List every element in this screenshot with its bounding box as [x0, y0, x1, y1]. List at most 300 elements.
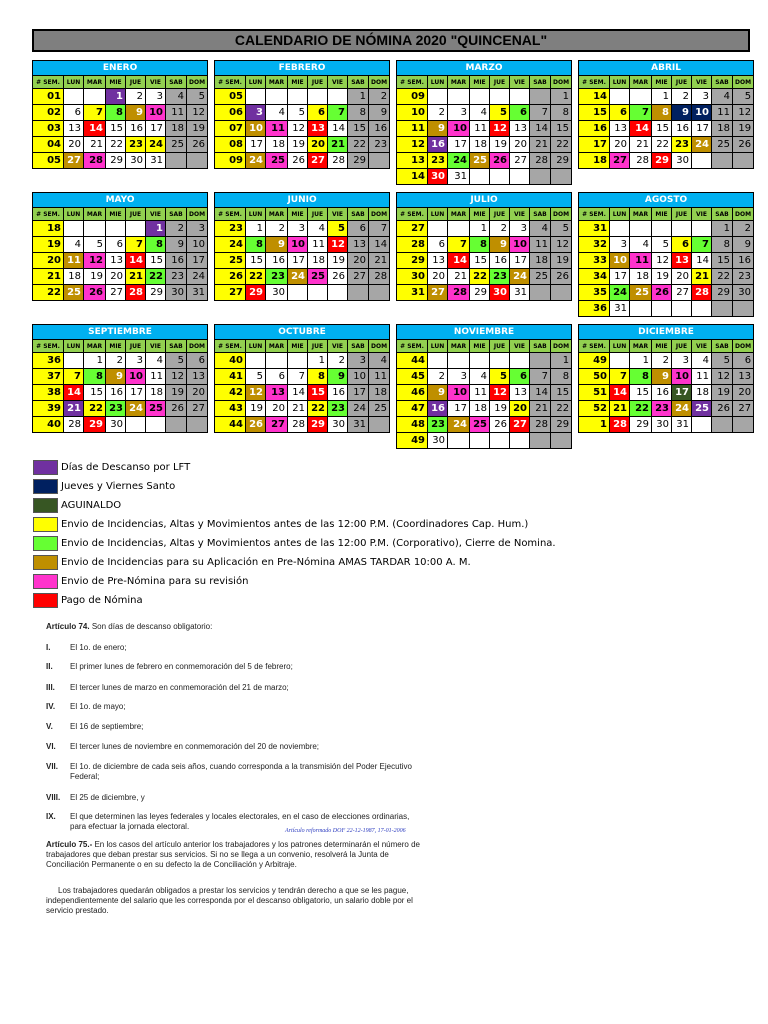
week-row: [33, 385, 208, 401]
day-cell: 16: [126, 121, 146, 137]
week-row: [215, 353, 390, 369]
day-header: VIE: [146, 208, 166, 221]
week-number: 38: [33, 385, 64, 401]
day-header: JUE: [126, 208, 146, 221]
day-cell: 30: [266, 285, 288, 301]
day-cell: 2: [652, 353, 672, 369]
day-cell: 26: [187, 137, 208, 153]
day-header: JUE: [308, 76, 328, 89]
legend-swatch: [33, 517, 58, 532]
day-cell: [428, 89, 448, 105]
day-cell: 6: [64, 105, 84, 121]
day-cell: 19: [246, 401, 266, 417]
day-cell: [630, 89, 652, 105]
day-cell: 16: [266, 253, 288, 269]
day-cell: 21: [288, 401, 308, 417]
day-cell: 13: [672, 253, 692, 269]
week-row: [215, 385, 390, 401]
week-number: 12: [397, 137, 428, 153]
day-cell: 16: [369, 121, 390, 137]
week-row: [215, 253, 390, 269]
day-cell: 18: [692, 385, 712, 401]
day-header: JUE: [126, 76, 146, 89]
day-cell: 13: [64, 121, 84, 137]
week-number: 37: [33, 369, 64, 385]
day-cell: 29: [712, 285, 733, 301]
day-cell: [551, 169, 572, 185]
month-calendar-abril: [578, 60, 754, 169]
week-row: [33, 417, 208, 433]
week-row: [33, 369, 208, 385]
week-row: [33, 285, 208, 301]
day-cell: 24: [288, 269, 308, 285]
week-number: 36: [579, 301, 610, 317]
day-cell: 16: [490, 253, 510, 269]
day-header: MAR: [84, 208, 106, 221]
legend-item: [33, 536, 556, 551]
day-cell: [530, 169, 551, 185]
day-cell: 29: [652, 153, 672, 169]
article-75-paragraph: [46, 840, 422, 870]
day-cell: 26: [652, 285, 672, 301]
day-cell: 26: [246, 417, 266, 433]
month-name: JULIO: [397, 193, 572, 208]
day-cell: [448, 353, 470, 369]
day-cell: 28: [610, 417, 630, 433]
week-number: 18: [33, 221, 64, 237]
day-cell: 28: [126, 285, 146, 301]
day-cell: 15: [712, 253, 733, 269]
week-number: 21: [33, 269, 64, 285]
day-header: MIE: [106, 76, 126, 89]
day-cell: [428, 353, 448, 369]
legend-item: [33, 555, 471, 570]
day-cell: 25: [166, 137, 187, 153]
week-row: [215, 285, 390, 301]
day-cell: 28: [328, 153, 348, 169]
week-number: 40: [33, 417, 64, 433]
day-header: SAB: [530, 76, 551, 89]
day-cell: 21: [64, 401, 84, 417]
day-cell: 28: [530, 417, 551, 433]
day-header: # SEM.: [33, 208, 64, 221]
day-cell: 25: [692, 401, 712, 417]
day-cell: 29: [84, 417, 106, 433]
day-cell: 10: [246, 121, 266, 137]
day-header: DOM: [733, 208, 754, 221]
law-item-text: El 1o. de diciembre de cada seis años, cuando corresponda a la transmisión del Poder Ejecutivo Federal;: [70, 762, 412, 781]
day-cell: 10: [510, 237, 530, 253]
month-name: NOVIEMBRE: [397, 325, 572, 340]
article-75-title: Artículo 75.-: [46, 840, 93, 849]
day-header: # SEM.: [33, 340, 64, 353]
day-cell: 4: [470, 369, 490, 385]
day-cell: [510, 169, 530, 185]
week-number: 29: [397, 253, 428, 269]
day-cell: 30: [652, 417, 672, 433]
week-row: [579, 269, 754, 285]
day-cell: 4: [692, 353, 712, 369]
day-cell: 13: [348, 237, 369, 253]
day-cell: 15: [348, 121, 369, 137]
day-cell: 19: [166, 385, 187, 401]
week-row: [33, 105, 208, 121]
day-cell: 2: [328, 353, 348, 369]
day-cell: [510, 433, 530, 449]
week-row: [579, 353, 754, 369]
day-cell: 2: [106, 353, 126, 369]
day-cell: 12: [551, 237, 572, 253]
reform-note: Artículo reformado DOF 22-12-1987, 17-01-2006: [285, 828, 406, 834]
day-cell: 29: [551, 153, 572, 169]
week-row: [215, 221, 390, 237]
day-cell: 16: [652, 385, 672, 401]
day-cell: 4: [369, 353, 390, 369]
week-number: 09: [397, 89, 428, 105]
day-header: # SEM.: [215, 76, 246, 89]
day-cell: 8: [308, 369, 328, 385]
day-cell: 8: [84, 369, 106, 385]
day-cell: 15: [630, 385, 652, 401]
day-cell: 5: [246, 369, 266, 385]
day-cell: 3: [187, 221, 208, 237]
law-item-text: El tercer lunes de marzo en conmemoración del 21 de marzo;: [70, 683, 289, 692]
day-cell: 20: [610, 137, 630, 153]
legend-item: [33, 517, 528, 532]
week-number: 28: [397, 237, 428, 253]
day-cell: 18: [470, 401, 490, 417]
day-cell: 3: [448, 369, 470, 385]
day-cell: 22: [712, 269, 733, 285]
week-number: 35: [579, 285, 610, 301]
day-cell: 14: [692, 253, 712, 269]
day-cell: 2: [266, 221, 288, 237]
day-cell: 22: [146, 269, 166, 285]
day-header: MIE: [470, 208, 490, 221]
week-number: 06: [215, 105, 246, 121]
day-cell: 16: [672, 121, 692, 137]
day-header: # SEM.: [579, 76, 610, 89]
day-cell: 30: [166, 285, 187, 301]
week-row: [33, 253, 208, 269]
week-row: [397, 221, 572, 237]
day-cell: [510, 353, 530, 369]
legend-label: Envio de Incidencias, Altas y Movimientos antes de las 12:00 P.M. (Corporativo), Cierre de Nomina.: [61, 538, 556, 549]
legend-swatch: [33, 498, 58, 513]
day-cell: [369, 417, 390, 433]
day-cell: 17: [348, 385, 369, 401]
day-cell: 10: [692, 105, 712, 121]
day-cell: [448, 89, 470, 105]
day-cell: 29: [106, 153, 126, 169]
day-cell: 8: [246, 237, 266, 253]
week-number: 25: [215, 253, 246, 269]
legend-label: Jueves y Viernes Santo: [61, 481, 176, 492]
day-cell: [733, 153, 754, 169]
day-header: MAR: [266, 208, 288, 221]
legend-label: AGUINALDO: [61, 500, 122, 511]
week-number: 24: [215, 237, 246, 253]
week-number: 15: [579, 105, 610, 121]
day-cell: [510, 89, 530, 105]
day-header: SAB: [530, 208, 551, 221]
day-header: SAB: [712, 340, 733, 353]
day-cell: 20: [106, 269, 126, 285]
day-cell: 15: [246, 253, 266, 269]
day-cell: 15: [551, 121, 572, 137]
day-cell: [288, 285, 308, 301]
day-cell: 23: [328, 401, 348, 417]
day-cell: 9: [126, 105, 146, 121]
day-cell: 24: [187, 269, 208, 285]
day-cell: 21: [530, 401, 551, 417]
week-row: [579, 285, 754, 301]
day-header: DOM: [551, 76, 572, 89]
day-cell: 13: [106, 253, 126, 269]
legend-item: [33, 479, 175, 494]
day-header: # SEM.: [579, 208, 610, 221]
day-header: # SEM.: [397, 208, 428, 221]
week-row: [579, 253, 754, 269]
article-75-paragraph-2: Los trabajadores quedarán obligados a prestar los servicios y tendrán derecho a que se les pague, independientemente del salario que les corresponda por el descanso obligatorio, un salario doble por el servicio prestado.: [46, 886, 413, 915]
legend-swatch: [33, 460, 58, 475]
day-cell: [470, 353, 490, 369]
day-cell: 25: [146, 401, 166, 417]
law-item-text: El primer lunes de febrero en conmemoración del 5 de febrero;: [70, 662, 293, 671]
day-cell: [551, 285, 572, 301]
day-cell: 10: [146, 105, 166, 121]
day-cell: 29: [308, 417, 328, 433]
day-cell: 10: [288, 237, 308, 253]
day-cell: 5: [733, 89, 754, 105]
week-row: [33, 269, 208, 285]
day-cell: 4: [470, 105, 490, 121]
week-number: 14: [397, 169, 428, 185]
day-cell: [369, 285, 390, 301]
article-75-text: En los casos del artículo anterior los trabajadores y los patrones determinarán el número de trabajadores que deban prestar sus servicios. Si no se llega a un convenio, resolverá la Junta de Conciliación Permanente o en su defecto la de Conciliación y Arbitraje.: [46, 840, 420, 869]
week-row: [215, 121, 390, 137]
day-cell: 11: [166, 105, 187, 121]
day-cell: 2: [672, 89, 692, 105]
day-cell: 1: [470, 221, 490, 237]
day-cell: 22: [470, 269, 490, 285]
day-cell: 24: [246, 153, 266, 169]
day-cell: 23: [428, 153, 448, 169]
day-cell: 7: [126, 237, 146, 253]
day-cell: 15: [470, 253, 490, 269]
day-cell: 6: [733, 353, 754, 369]
day-cell: [630, 301, 652, 317]
day-cell: 1: [348, 89, 369, 105]
day-header: LUN: [246, 76, 266, 89]
month-name: ENERO: [33, 61, 208, 76]
day-cell: 17: [610, 269, 630, 285]
week-number: 41: [215, 369, 246, 385]
week-row: [215, 401, 390, 417]
week-number: 05: [33, 153, 64, 169]
day-header: # SEM.: [397, 340, 428, 353]
week-number: 44: [215, 417, 246, 433]
week-number: 39: [33, 401, 64, 417]
day-cell: 27: [348, 269, 369, 285]
day-cell: 6: [308, 105, 328, 121]
week-number: 51: [579, 385, 610, 401]
day-cell: [146, 417, 166, 433]
week-number: 40: [215, 353, 246, 369]
day-cell: 13: [266, 385, 288, 401]
day-cell: 30: [672, 153, 692, 169]
day-header: DOM: [551, 208, 572, 221]
day-cell: 19: [490, 137, 510, 153]
day-cell: [166, 153, 187, 169]
day-cell: 9: [733, 237, 754, 253]
day-cell: 3: [510, 221, 530, 237]
day-cell: 12: [490, 385, 510, 401]
day-cell: 3: [246, 105, 266, 121]
day-cell: 4: [166, 89, 187, 105]
day-cell: 25: [369, 401, 390, 417]
day-cell: 11: [470, 121, 490, 137]
day-header: JUE: [126, 340, 146, 353]
day-cell: 25: [308, 269, 328, 285]
day-header: MIE: [470, 76, 490, 89]
week-number: 32: [579, 237, 610, 253]
day-header: SAB: [712, 208, 733, 221]
day-cell: 27: [106, 285, 126, 301]
day-cell: 7: [610, 369, 630, 385]
day-cell: 3: [692, 89, 712, 105]
day-header: # SEM.: [33, 76, 64, 89]
day-cell: 11: [692, 369, 712, 385]
day-cell: 7: [369, 221, 390, 237]
day-cell: 28: [630, 153, 652, 169]
day-cell: 14: [126, 253, 146, 269]
day-cell: [288, 353, 308, 369]
law-item-text: El 16 de septiembre;: [70, 722, 144, 731]
day-cell: 1: [246, 221, 266, 237]
day-cell: 25: [712, 137, 733, 153]
day-cell: 14: [530, 385, 551, 401]
day-cell: [266, 353, 288, 369]
legend-item: [33, 498, 121, 513]
week-number: 1: [579, 417, 610, 433]
day-header: LUN: [246, 208, 266, 221]
week-row: [579, 417, 754, 433]
day-cell: [672, 221, 692, 237]
day-cell: 5: [84, 237, 106, 253]
week-number: 50: [579, 369, 610, 385]
day-header: DOM: [551, 340, 572, 353]
day-header: LUN: [64, 76, 84, 89]
day-header: SAB: [348, 340, 369, 353]
day-cell: 8: [551, 105, 572, 121]
day-cell: 5: [712, 353, 733, 369]
week-row: [397, 169, 572, 185]
day-cell: 14: [530, 121, 551, 137]
day-cell: [64, 221, 84, 237]
legend-label: Días de Descanso por LFT: [61, 462, 191, 473]
day-cell: 3: [448, 105, 470, 121]
day-header: LUN: [610, 340, 630, 353]
article-74-heading: [46, 622, 422, 632]
day-cell: 29: [348, 153, 369, 169]
day-cell: [246, 353, 266, 369]
day-cell: 12: [328, 237, 348, 253]
legend-item: [33, 593, 143, 608]
day-cell: 30: [126, 153, 146, 169]
day-cell: 23: [369, 137, 390, 153]
day-cell: 18: [266, 137, 288, 153]
week-number: 16: [579, 121, 610, 137]
week-number: 18: [579, 153, 610, 169]
day-header: MAR: [630, 208, 652, 221]
day-cell: 11: [64, 253, 84, 269]
day-cell: 28: [84, 153, 106, 169]
day-cell: [692, 153, 712, 169]
day-cell: 31: [187, 285, 208, 301]
day-cell: 17: [126, 385, 146, 401]
day-cell: [610, 89, 630, 105]
day-cell: 20: [348, 253, 369, 269]
day-header: DOM: [187, 76, 208, 89]
day-cell: 21: [84, 137, 106, 153]
day-cell: [712, 417, 733, 433]
week-row: [215, 89, 390, 105]
day-cell: 13: [510, 121, 530, 137]
day-header: SAB: [166, 76, 187, 89]
day-cell: [328, 89, 348, 105]
day-cell: 30: [106, 417, 126, 433]
day-cell: 5: [166, 353, 187, 369]
day-cell: 27: [308, 153, 328, 169]
day-cell: 19: [652, 269, 672, 285]
day-cell: 27: [733, 401, 754, 417]
day-header: JUE: [672, 208, 692, 221]
day-cell: 15: [652, 121, 672, 137]
day-cell: 31: [672, 417, 692, 433]
month-calendar-diciembre: [578, 324, 754, 433]
day-cell: 1: [551, 89, 572, 105]
day-cell: 7: [448, 237, 470, 253]
day-cell: 23: [106, 401, 126, 417]
week-number: 49: [579, 353, 610, 369]
week-row: [397, 417, 572, 433]
day-cell: 30: [490, 285, 510, 301]
week-row: [397, 253, 572, 269]
day-header: DOM: [733, 340, 754, 353]
day-cell: 19: [712, 385, 733, 401]
week-number: 04: [33, 137, 64, 153]
day-cell: 11: [369, 369, 390, 385]
day-cell: [126, 417, 146, 433]
week-row: [579, 385, 754, 401]
day-cell: 26: [712, 401, 733, 417]
day-header: LUN: [610, 208, 630, 221]
month-name: JUNIO: [215, 193, 390, 208]
day-cell: 9: [106, 369, 126, 385]
day-header: MIE: [652, 340, 672, 353]
day-cell: 22: [106, 137, 126, 153]
day-cell: 31: [348, 417, 369, 433]
day-header: SAB: [348, 76, 369, 89]
law-item-number: I.: [46, 643, 51, 652]
day-cell: 12: [246, 385, 266, 401]
week-row: [579, 401, 754, 417]
day-header: VIE: [510, 76, 530, 89]
day-cell: 14: [328, 121, 348, 137]
day-cell: 23: [490, 269, 510, 285]
week-row: [215, 105, 390, 121]
